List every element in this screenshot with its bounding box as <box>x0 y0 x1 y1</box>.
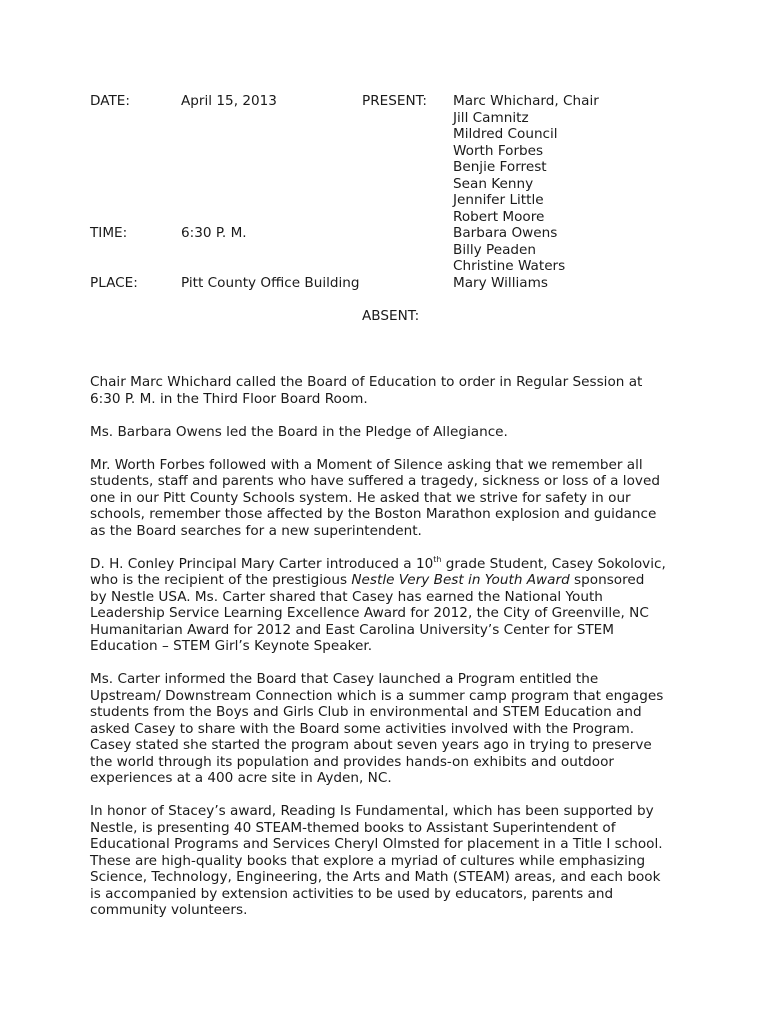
present-member: Jennifer Little <box>453 192 544 208</box>
award-name: Nestle Very Best in Youth Award <box>351 572 570 588</box>
present-members-list <box>453 93 599 291</box>
present-member: Christine Waters <box>453 258 566 274</box>
present-label: PRESENT: <box>362 93 428 109</box>
text-line: Nestle, is presenting 40 STEAM-themed books to Assistant Superintendent of <box>90 819 616 836</box>
present-member: Worth Forbes <box>453 142 544 159</box>
present-member: Mary Williams <box>453 274 548 291</box>
place-value: Pitt County Office Building <box>181 275 360 291</box>
present-member: Sean Kenny <box>453 175 534 192</box>
text-line: Science, Technology, Engineering, the Arts and Math (STEAM) areas, and each book <box>90 869 661 885</box>
text-run: D. H. Conley Principal Mary Carter introduced a 10 <box>90 555 434 572</box>
text-line: Leadership Service Learning Excellence Award for 2012, the City of Greenville, NC <box>90 605 649 621</box>
text-line: by Nestle USA. Ms. Carter shared that Casey has earned the National Youth <box>90 588 603 605</box>
text-line: students from the Boys and Girls Club in environmental and STEM Education and <box>90 704 642 720</box>
text-line: Ms. Barbara Owens led the Board in the Pledge of Allegiance. <box>90 423 508 440</box>
absent-label: ABSENT: <box>362 308 420 324</box>
text-line: Chair Marc Whichard called the Board of Education to order in Regular Session at <box>90 374 643 390</box>
text-line: students, staff and parents who have suffered a tragedy, sickness or loss of a loved <box>90 473 660 489</box>
date-label: DATE: <box>90 93 130 109</box>
present-member: Marc Whichard, Chair <box>453 93 599 109</box>
call-to-order-paragraph <box>90 374 690 407</box>
text-line: schools, remember those affected by the Boston Marathon explosion and guidance <box>90 506 657 522</box>
moment-of-silence-paragraph <box>90 457 690 540</box>
minutes-body <box>90 374 690 935</box>
date-value: April 15, 2013 <box>181 93 277 109</box>
text-line: community volunteers. <box>90 902 248 918</box>
program-paragraph <box>90 671 690 787</box>
text-line: In honor of Stacey’s award, Reading Is Fundamental, which has been supported by <box>90 803 654 819</box>
present-member: Benjie Forrest <box>453 159 547 175</box>
present-member: Barbara Owens <box>453 225 558 241</box>
text-line: These are high-quality books that explore a myriad of cultures while emphasizing <box>90 852 646 869</box>
student-introduction-paragraph <box>90 556 690 655</box>
time-label: TIME: <box>90 225 128 241</box>
text-line: Upstream/ Downstream Connection which is a summer camp program that engages <box>90 687 664 704</box>
text-line: experiences at a 400 acre site in Ayden, NC. <box>90 770 392 786</box>
text-line <box>90 572 690 589</box>
text-run: who is the recipient of the prestigious <box>90 572 352 588</box>
place-label: PLACE: <box>90 275 138 291</box>
text-line: 6:30 P. M. in the Third Floor Board Room. <box>90 390 368 407</box>
ordinal-superscript: th <box>433 554 442 564</box>
text-run: sponsored <box>569 572 645 588</box>
text-line: Mr. Worth Forbes followed with a Moment of Silence asking that we remember all <box>90 456 643 473</box>
present-member: Jill Camnitz <box>453 109 529 126</box>
text-line: Casey stated she started the program about seven years ago in trying to preserve <box>90 737 652 753</box>
award-honor-paragraph <box>90 803 690 919</box>
text-line: Ms. Carter informed the Board that Casey launched a Program entitled the <box>90 671 599 687</box>
text-line: Humanitarian Award for 2012 and East Carolina University’s Center for STEM <box>90 621 614 638</box>
text-line: one in our Pitt County Schools system. He asked that we strive for safety in our <box>90 489 631 506</box>
time-value: 6:30 P. M. <box>181 225 247 241</box>
text-line: asked Casey to share with the Board some activities involved with the Program. <box>90 720 635 737</box>
present-member: Robert Moore <box>453 208 545 225</box>
text-line: is accompanied by extension activities to be used by educators, parents and <box>90 885 614 902</box>
text-run: grade Student, Casey Sokolovic, <box>441 555 666 572</box>
present-member: Billy Peaden <box>453 241 537 258</box>
text-line: the world through its population and provides hands-on exhibits and outdoor <box>90 753 615 770</box>
text-line: as the Board searches for a new superintendent. <box>90 522 422 539</box>
text-line <box>90 556 690 573</box>
text-line: Education – STEM Girl’s Keynote Speaker. <box>90 638 373 654</box>
pledge-paragraph <box>90 424 690 441</box>
present-member: Mildred Council <box>453 126 558 142</box>
text-line: Educational Programs and Services Cheryl Olmsted for placement in a Title I school. <box>90 836 663 852</box>
